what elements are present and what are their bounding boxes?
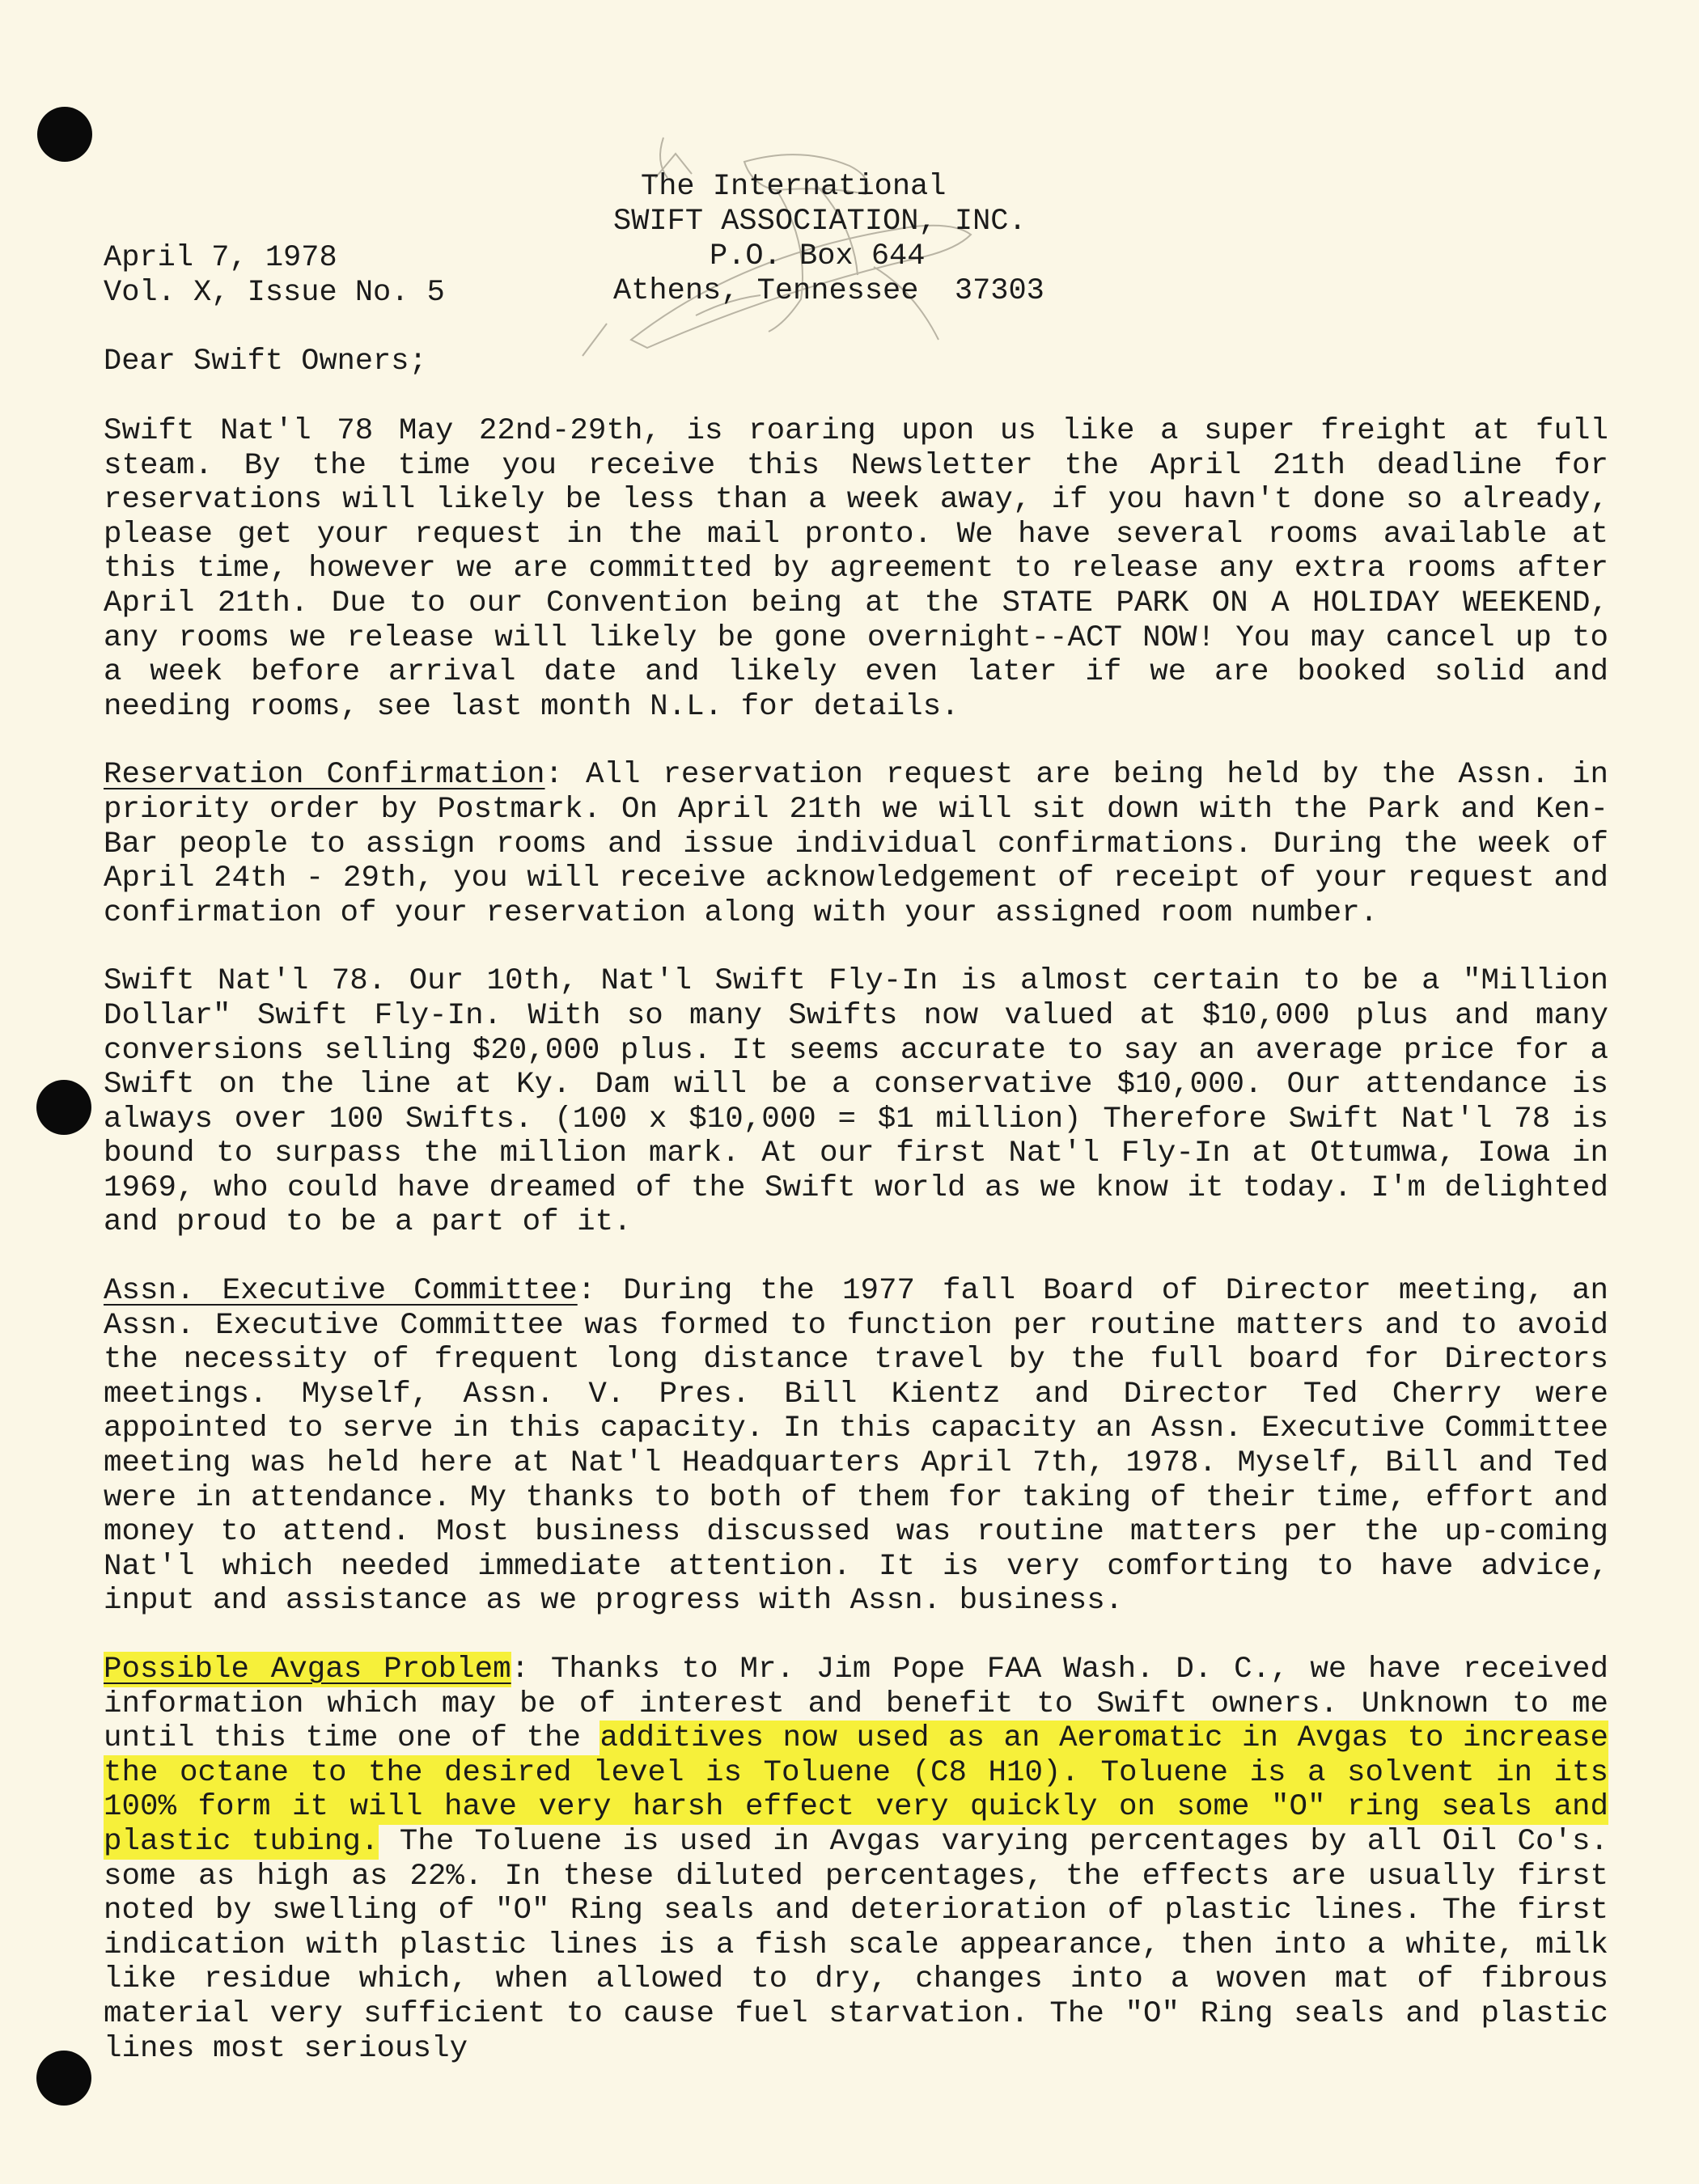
paragraph: Swift Nat'l 78 May 22nd-29th, is roaring upon us like a super freight at full steam. By the time you receive this Newsletter the April 21th deadline for reservations will likely be less than a week away, if you havn't done so already, please get your request in the mail pronto. We have several rooms available at this time, however we are committed by agreement to release any extra rooms after April 21th. Due to our Convention being at the STATE PARK ON A HOLIDAY WEEKEND, any rooms we release will likely be gone overnight--ACT NOW! You may cancel up to a week before arrival date and likely even later if we are booked solid and needing rooms, see last month N.L. for details. [104,414,1608,724]
paragraph-text: : All reservation request are being held by the Assn. in priority order by Postmark. On April 21th we will sit down with the Park and Ken-Bar people to assign rooms and issue individual confirmations. During the week of April 24th - 29th, you will receive acknowledgement of receipt of your request and confirmation of your reservation along with your assigned room number. [104,758,1608,930]
binder-hole [36,1080,91,1135]
newsletter-body [104,414,1608,2100]
section-heading: Possible Avgas Problem [104,1653,511,1687]
letterhead-line: The International [641,170,947,204]
section-heading: Reservation Confirmation [104,758,545,793]
paragraph-text: : During the 1977 fall Board of Director meeting, an Assn. Executive Committee was formed to function per routine matters and to avoid the necessity of frequent long distance travel by the full board for Directors meetings. Myself, Assn. V. Pres. Bill Kientz and Director Ted Cherry were appointed to serve in this capacity. In this capacity an Assn. Executive Committee meeting was held here at Nat'l Headquarters April 7th, 1978. Myself, Bill and Ted were in attendance. My thanks to both of them for taking of their time, effort and money to attend. Most business discussed was routine matters per the up-coming Nat'l which needed immediate attention. It is very comforting to have advice, input and assistance as we progress with Assn. business. [104,1274,1609,1619]
issue-date: April 7, 1978 [104,241,337,275]
letterhead-line: SWIFT ASSOCIATION, INC. [613,205,1027,239]
salutation: Dear Swift Owners; [104,345,427,379]
paragraph-text: The Toluene is used in Avgas varying percentages by all Oil Co's. some as high as 22%. In these diluted percentages, the effects are usually first noted by swelling of "O" Ring seals and deterioration of plastic lines. The first indication with plastic lines is a fish scale appearance, then into a white, milk like residue which, when allowed to dry, changes into a woven mat of fibrous material very sufficient to cause fuel starvation. The "O" Ring seals and plastic lines most seriously [104,1824,1608,2066]
binder-hole [36,2051,91,2106]
letterhead-line: Athens, Tennessee 37303 [613,274,1044,308]
paragraph-text: : Thanks to Mr. Jim Pope FAA Wash. D. C., we have received information which may be of interest and benefit to Swift owners. Unknown to me until this time one of the [104,1653,1608,1756]
binder-hole [37,107,92,162]
paragraph [104,1274,1608,1619]
highlighted-text: additives now used as an Aeromatic in Avgas to increase the octane to the desired level is Toluene (C8 H10). Toluene is a solvent in its 100% form it will have very harsh effect very quickly on some "O" ring seals and plastic tubing. [104,1721,1608,1859]
paragraph [104,758,1608,930]
letterhead [613,170,1142,309]
letterhead-line: P.O. Box 644 [710,239,926,273]
paragraph [104,1653,1608,2066]
issue-volume: Vol. X, Issue No. 5 [104,276,445,310]
section-heading: Assn. Executive Committee [104,1274,578,1309]
paragraph: Swift Nat'l 78. Our 10th, Nat'l Swift Fly-In is almost certain to be a "Million Dollar" Swift Fly-In. With so many Swifts now valued at $10,000 plus and many conversions selling $20,000 plus. It seems accurate to say an average price for a Swift on the line at Ky. Dam will be a conservative $10,000. Our attendance is always over 100 Swifts. (100 x $10,000 = $1 million) Therefore Swift Nat'l 78 is bound to surpass the million mark. At our first Nat'l Fly-In at Ottumwa, Iowa in 1969, who could have dreamed of the Swift world as we know it today. I'm delighted and proud to be a part of it. [104,964,1608,1240]
issue-info [104,241,445,311]
